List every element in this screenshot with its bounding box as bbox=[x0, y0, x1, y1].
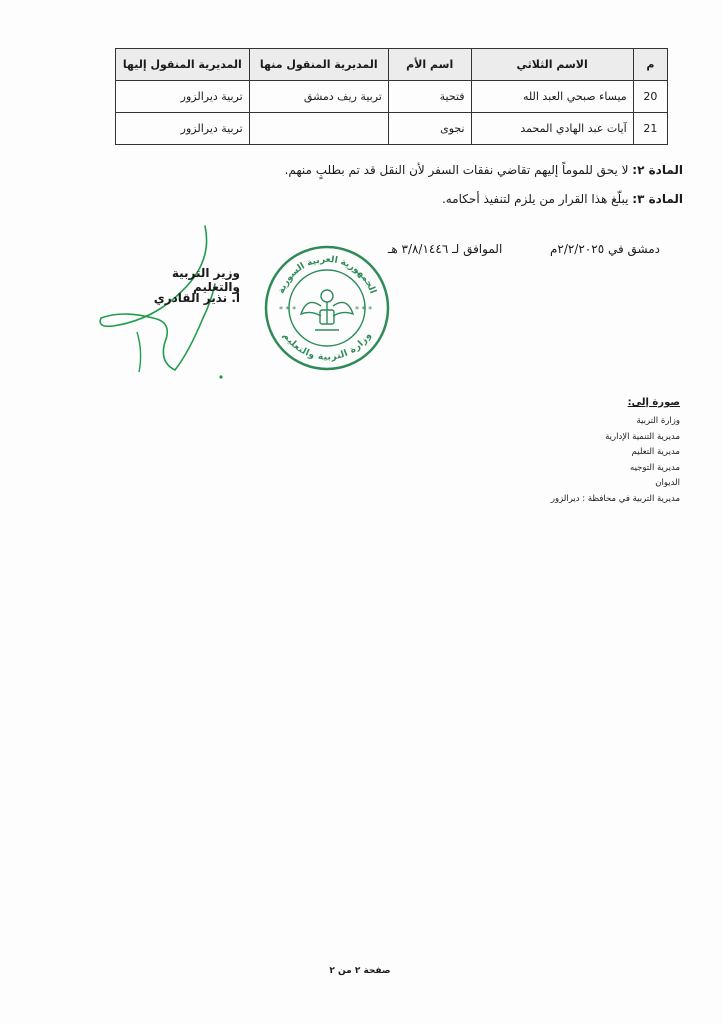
article-2-label: المادة ٢: bbox=[632, 163, 683, 177]
table-row bbox=[116, 113, 668, 145]
date-line bbox=[380, 242, 660, 256]
cell-num: 21 bbox=[633, 113, 667, 145]
cell-mother: نجوى bbox=[388, 113, 471, 145]
article-3 bbox=[442, 192, 683, 206]
list-item: مديرية التوجيه bbox=[630, 462, 680, 473]
eagle-emblem-icon bbox=[301, 290, 353, 330]
article-2-text: لا يحق للموماً إليهم تقاضي نفقات السفر لأن النقل قد تم بطلبٍ منهم. bbox=[284, 163, 633, 177]
copy-to-list bbox=[551, 414, 680, 507]
stamp-top-text: الجمهورية العربية السورية bbox=[276, 254, 378, 296]
stamp-stars-left: * * * bbox=[279, 305, 297, 314]
header-from: المديرية المنقول منها bbox=[249, 49, 388, 81]
svg-text:وزارة التربية والتعليم bbox=[281, 331, 374, 363]
cell-name: ميساء صبحي العبد الله bbox=[471, 81, 633, 113]
cell-to: تربية ديرالزور bbox=[116, 81, 250, 113]
article-3-text: يبلّغ هذا القرار من يلزم لتنفيذ أحكامه. bbox=[441, 192, 633, 206]
gregorian-date: دمشق في ٢/٢/٢٠٢٥م bbox=[549, 242, 660, 256]
minister-name: أ. نذير القادري bbox=[153, 291, 240, 305]
table-header-row bbox=[116, 49, 668, 81]
header-mother: اسم الأم bbox=[388, 49, 471, 81]
list-item: مديرية التنمية الإدارية bbox=[605, 431, 680, 442]
article-3-label: المادة ٣: bbox=[632, 192, 683, 206]
official-stamp bbox=[263, 244, 391, 372]
list-item: مديرية التعليم bbox=[631, 447, 680, 457]
list-item: وزارة التربية bbox=[636, 416, 680, 426]
list-item: مديرية التربية في محافظة : ديرالزور bbox=[550, 493, 680, 504]
header-name: الاسم الثلاثي bbox=[471, 49, 633, 81]
transfer-table bbox=[115, 48, 668, 145]
cell-name: آيات عبد الهادي المحمد bbox=[471, 113, 633, 145]
stamp-bottom-text: وزارة التربية والتعليم bbox=[280, 331, 374, 363]
header-num: م bbox=[633, 49, 667, 81]
article-2 bbox=[285, 163, 683, 177]
cell-num: 20 bbox=[633, 81, 667, 113]
cell-from: تربية ريف دمشق bbox=[249, 81, 388, 113]
page-number: صفحة ٢ من ٢ bbox=[329, 966, 391, 976]
cell-mother: فتحية bbox=[388, 81, 471, 113]
cell-to: تربية ديرالزور bbox=[116, 113, 250, 145]
table-row bbox=[116, 81, 668, 113]
list-item: الديوان bbox=[655, 478, 680, 488]
minister-title: وزير التربية والتعليم bbox=[171, 266, 240, 294]
stamp-stars-right: * * * bbox=[355, 305, 373, 314]
svg-text:الجمهورية العربية السورية bbox=[277, 255, 378, 295]
cell-from bbox=[249, 113, 388, 145]
header-to: المديرية المنقول إليها bbox=[116, 49, 250, 81]
copy-to-heading: صورة إلى: bbox=[627, 397, 680, 408]
hijri-date: الموافق لـ ٣/٨/١٤٤٦ هـ bbox=[387, 242, 503, 256]
